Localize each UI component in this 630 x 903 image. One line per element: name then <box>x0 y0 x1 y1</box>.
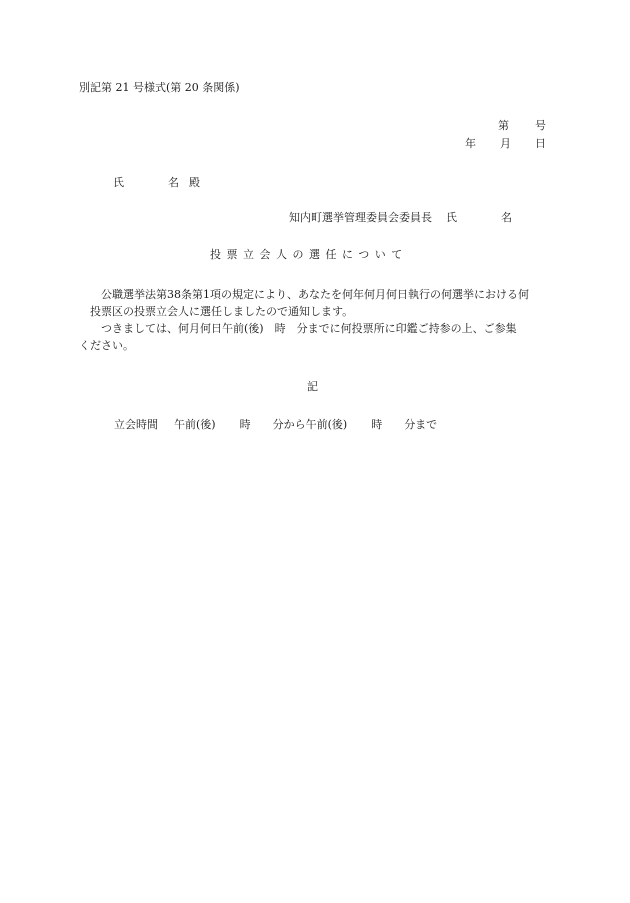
item-minute-to: 分まで <box>404 418 438 431</box>
form-label: 別記第 21 号様式(第 20 条関係) <box>79 81 240 94</box>
document-number <box>498 120 546 131</box>
number-prefix: 第 <box>498 119 509 132</box>
ki-heading: 記 <box>307 380 318 393</box>
body-p1-line1: 公職選挙法第38条第1項の規定により、あなたを何年何月何日執行の何選挙における何 <box>101 288 529 301</box>
sender-title: 知内町選挙管理委員会委員長 <box>289 211 432 224</box>
item-ampm-1: 午前(後) <box>174 418 216 431</box>
sender-mei: 名 <box>501 211 512 224</box>
attendance-time-item <box>114 419 437 430</box>
item-hour-2: 時 <box>371 418 383 431</box>
date-day: 日 <box>535 137 546 150</box>
item-label: 立会時間 <box>114 418 158 431</box>
addressee-honorific: 殿 <box>189 176 200 189</box>
item-minute-from: 分から午前(後) <box>272 418 348 431</box>
date-month: 月 <box>500 137 511 150</box>
body-p2-line2: ください。 <box>79 339 134 352</box>
body-p2-line1: つきましては、何月何日午前(後) 時 分までに何投票所に印鑑ご持参の上、ご参集 <box>101 322 517 335</box>
item-hour-1: 時 <box>239 418 251 431</box>
addressee-mei: 名 <box>168 176 179 189</box>
sender <box>289 212 512 223</box>
addressee-shi: 氏 <box>113 176 124 189</box>
body-p1-line2: 投票区の投票立会人に選任しましたので通知します。 <box>90 305 354 318</box>
number-suffix: 号 <box>535 119 546 132</box>
body-text <box>79 286 549 354</box>
sender-shi: 氏 <box>446 211 457 224</box>
addressee <box>113 177 200 188</box>
document-date <box>465 138 546 149</box>
date-year: 年 <box>465 137 476 150</box>
subject-heading: 投票立会人の選任について <box>210 248 408 261</box>
